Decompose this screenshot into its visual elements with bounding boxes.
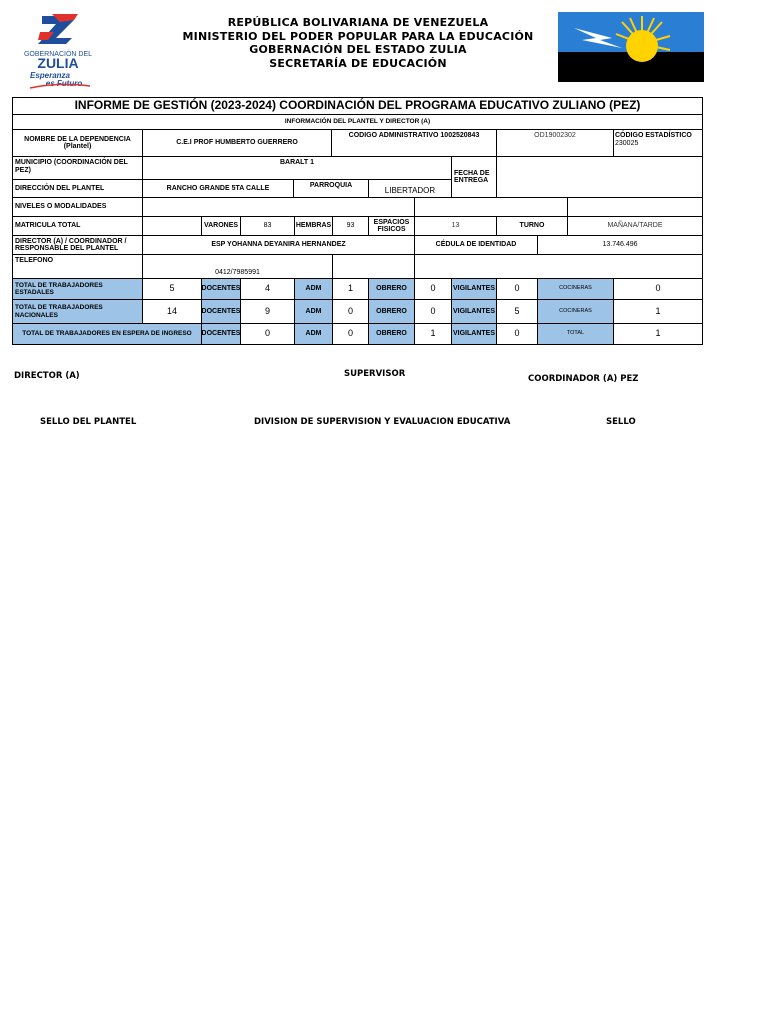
division-supervision: DIVISION DE SUPERVISION Y EVALUACION EDUCATIVA	[254, 417, 511, 427]
logo-text-4: es Futuro	[45, 79, 83, 88]
estadales-cocineras: 0	[613, 278, 703, 300]
nacionales-label: TOTAL DE TRABAJADORES NACIONALES	[12, 299, 143, 324]
espera-adm: 0	[332, 323, 369, 345]
niveles-extra-2	[567, 197, 703, 217]
niveles-value	[142, 197, 415, 217]
nacionales-obrero-label: OBRERO	[368, 299, 415, 324]
espacios-value: 13	[414, 216, 497, 236]
gobernacion-zulia-logo	[16, 12, 100, 90]
header-institution-text	[160, 16, 556, 70]
logo-text-1: GOBERNACIÓN DEL	[23, 51, 93, 58]
dependencia-value: C.E.I PROF HUMBERTO GUERRERO	[142, 129, 332, 157]
estadales-total: 5	[142, 278, 202, 300]
header-line-4: SECRETARÍA DE EDUCACIÓN	[269, 56, 447, 70]
estadales-docentes-label: DOCENTES	[201, 278, 241, 300]
estadales-label: TOTAL DE TRABAJADORES ESTADALES	[12, 278, 143, 300]
signature-director: DIRECTOR (A)	[14, 371, 80, 381]
telefono-value: 0412/7985991	[142, 254, 333, 279]
nacionales-total: 14	[142, 299, 202, 324]
espera-vigilantes-label: VIGILANTES	[451, 323, 497, 345]
cedula-label: CÉDULA DE IDENTIDAD	[414, 235, 538, 255]
header-line-2: MINISTERIO DEL PODER POPULAR PARA LA EDUCACIÓN	[182, 29, 534, 43]
estadales-adm-label: ADM	[294, 278, 333, 300]
codigo-od: OD19002302	[496, 129, 614, 157]
espera-vigilantes: 0	[496, 323, 538, 345]
sello-plantel: SELLO DEL PLANTEL	[40, 417, 137, 427]
sello: SELLO	[606, 417, 636, 427]
matricula-label: MATRICULA TOTAL	[12, 216, 143, 236]
fecha-entrega-value	[496, 156, 703, 198]
telefono-extra-1	[332, 254, 415, 279]
codigo-estadistico-value: 230025	[615, 139, 639, 147]
estadales-cocineras-label: COCINERAS	[537, 278, 614, 300]
form-title: INFORME DE GESTIÓN (2023-2024) COORDINACIÓN DEL PROGRAMA EDUCATIVO ZULIANO (PEZ)	[12, 97, 703, 115]
telefono-extra-2	[414, 254, 703, 279]
hembras-label: HEMBRAS	[294, 216, 333, 236]
telefono-label: TELEFONO	[12, 254, 143, 279]
fecha-entrega-label: FECHA DE ENTREGA	[451, 156, 497, 198]
espera-adm-label: ADM	[294, 323, 333, 345]
espera-obrero: 1	[414, 323, 452, 345]
logo-text-3: Esperanza	[29, 71, 71, 80]
espera-label: TOTAL DE TRABAJADORES EN ESPERA DE INGRESO	[12, 323, 202, 345]
nacionales-vigilantes-label: VIGILANTES	[451, 299, 497, 324]
espacios-label: ESPACIOS FISICOS	[368, 216, 415, 236]
logo-text-2: ZULIA	[37, 55, 79, 71]
estadales-obrero-label: OBRERO	[368, 278, 415, 300]
turno-value: MAÑANA/TARDE	[567, 216, 703, 236]
nacionales-docentes: 9	[240, 299, 295, 324]
estadales-obrero: 0	[414, 278, 452, 300]
codigo-administrativo: CODIGO ADMINISTRATIVO 1002520843	[331, 129, 497, 157]
hembras-value: 93	[332, 216, 369, 236]
direccion-label: DIRECCIÓN DEL PLANTEL	[12, 179, 143, 198]
espera-obrero-label: OBRERO	[368, 323, 415, 345]
director-value: ESP YOHANNA DEYANIRA HERNANDEZ	[142, 235, 415, 255]
espera-total-label: TOTAL	[537, 323, 614, 345]
nacionales-cocineras-label: COCINERAS	[537, 299, 614, 324]
codigo-estadistico	[613, 129, 703, 157]
header-line-3: GOBERNACIÓN DEL ESTADO ZULIA	[249, 43, 467, 56]
niveles-extra-1	[414, 197, 568, 217]
parroquia-label: PARROQUIA	[293, 179, 369, 198]
parroquia-value: LIBERTADOR	[368, 179, 452, 198]
espera-total: 1	[613, 323, 703, 345]
municipio-value: BARALT 1	[142, 156, 452, 180]
estadales-vigilantes: 0	[496, 278, 538, 300]
direccion-value: RANCHO GRANDE 5TA CALLE	[142, 179, 294, 198]
director-label: DIRECTOR (A) / COORDINADOR / RESPONSABLE DEL PLANTEL	[12, 235, 143, 255]
estadales-docentes: 4	[240, 278, 295, 300]
matricula-value	[142, 216, 202, 236]
dependencia-label: NOMBRE DE LA DEPENDENCIA (Plantel)	[12, 129, 143, 157]
signature-coordinador: COORDINADOR (A) PEZ	[528, 374, 639, 384]
estadales-adm: 1	[332, 278, 369, 300]
codigo-estadistico-label: CÓDIGO ESTADÍSTICO	[615, 132, 692, 139]
nacionales-adm: 0	[332, 299, 369, 324]
header-line-1: REPÚBLICA BOLIVARIANA DE VENEZUELA	[227, 16, 489, 29]
nacionales-docentes-label: DOCENTES	[201, 299, 241, 324]
nacionales-obrero: 0	[414, 299, 452, 324]
niveles-label: NIVELES O MODALIDADES	[12, 197, 143, 217]
cedula-value: 13.746.496	[537, 235, 703, 255]
form-subtitle: INFORMACIÓN DEL PLANTEL Y DIRECTOR (A)	[12, 114, 703, 130]
municipio-label: MUNICIPIO (COORDINACIÓN DEL PEZ)	[12, 156, 143, 180]
espera-docentes-label: DOCENTES	[201, 323, 241, 345]
signature-supervisor: SUPERVISOR	[344, 369, 406, 379]
estadales-vigilantes-label: VIGILANTES	[451, 278, 497, 300]
zulia-flag	[558, 12, 704, 82]
varones-label: VARONES	[201, 216, 241, 236]
nacionales-cocineras: 1	[613, 299, 703, 324]
nacionales-adm-label: ADM	[294, 299, 333, 324]
varones-value: 83	[240, 216, 295, 236]
nacionales-vigilantes: 5	[496, 299, 538, 324]
turno-label: TURNO	[496, 216, 568, 236]
espera-docentes: 0	[240, 323, 295, 345]
